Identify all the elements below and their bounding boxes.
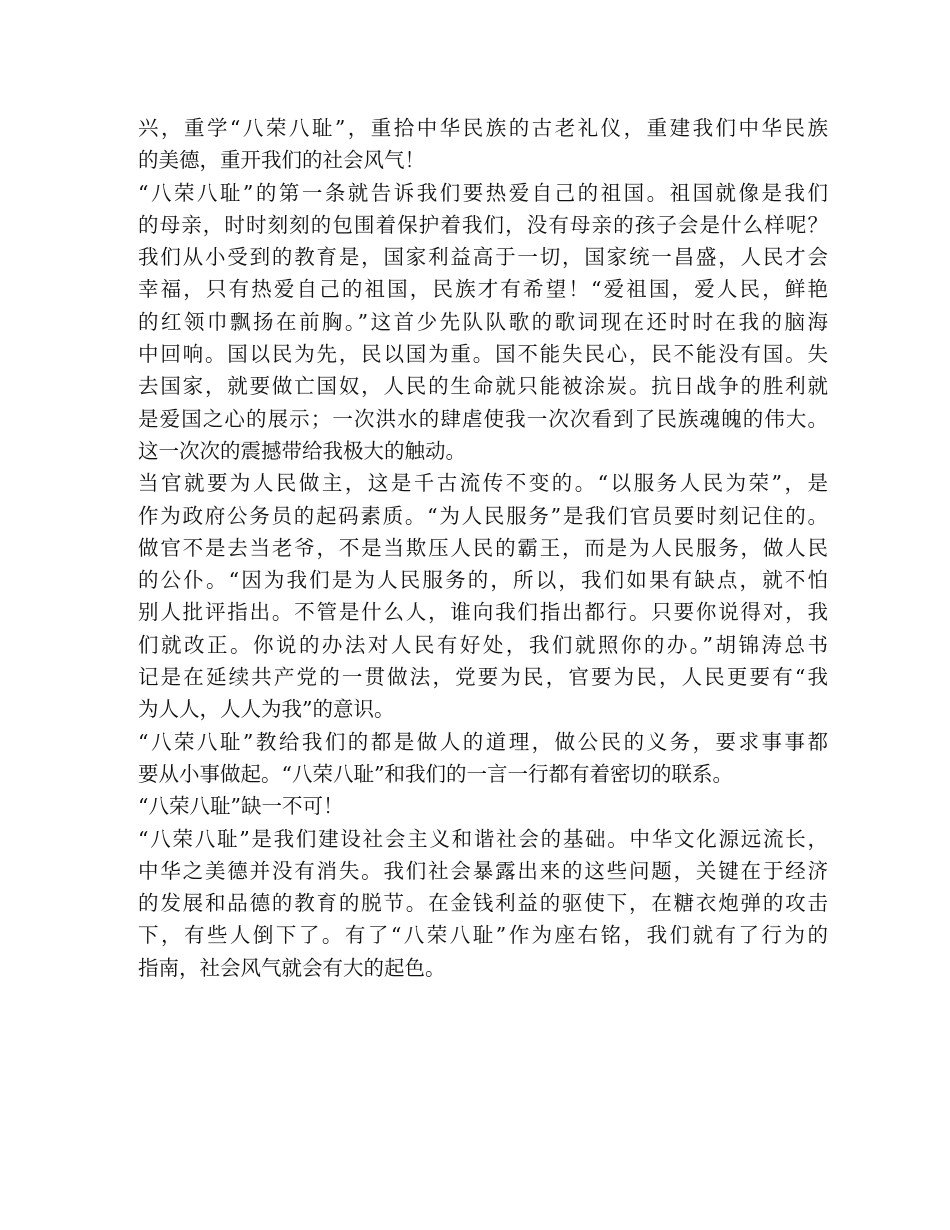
text-line: 当官就要为人民做主，这是千古流传不变的。“以服务人民为荣”，是 (138, 471, 828, 496)
text-line: 的公仆。“因为我们是为人民服务的，所以，我们如果有缺点，就不怕 (138, 568, 828, 593)
text-line: 幸福，只有热爱自己的祖国，民族才有希望！“爱祖国，爱人民，鲜艳 (138, 277, 828, 302)
text-line: 做官不是去当老爷，不是当欺压人民的霸王，而是为人民服务，做人民 (138, 535, 828, 560)
text-line: 的红领巾飘扬在前胸。”这首少先队队歌的歌词现在还时时在我的脑海 (138, 309, 828, 334)
text-line: 是爱国之心的展示；一次洪水的肆虐使我一次次看到了民族魂魄的伟大。 (138, 406, 828, 431)
document-body (138, 112, 828, 984)
text-line: 我们从小受到的教育是，国家利益高于一切，国家统一昌盛，人民才会 (138, 245, 828, 270)
text-line: “八荣八耻”的第一条就告诉我们要热爱自己的祖国。祖国就像是我们 (138, 180, 828, 205)
text-line: 的母亲，时时刻刻的包围着保护着我们，没有母亲的孩子会是什么样呢？ (138, 212, 828, 237)
text-line: 中回响。国以民为先，民以国为重。国不能失民心，民不能没有国。失 (138, 342, 828, 367)
text-line: 这一次次的震撼带给我极大的触动。 (138, 438, 466, 463)
text-line: “八荣八耻”是我们建设社会主义和谐社会的基础。中华文化源远流长， (138, 826, 828, 851)
text-line: 去国家，就要做亡国奴，人民的生命就只能被涂炭。抗日战争的胜利就 (138, 374, 828, 399)
text-line: 兴，重学“八荣八耻”，重拾中华民族的古老礼仪，重建我们中华民族 (138, 116, 828, 140)
text-line: 作为政府公务员的起码素质。“为人民服务”是我们官员要时刻记住的。 (138, 503, 828, 528)
text-line: 记是在延续共产党的一贯做法，党要为民，官要为民，人民更要有“我 (138, 665, 828, 690)
text-line: 别人批评指出。不管是什么人，谁向我们指出都行。只要你说得对，我 (138, 600, 828, 625)
text-line: 要从小事做起。“八荣八耻”和我们的一言一行都有着密切的联系。 (138, 761, 733, 786)
text-line: “八荣八耻”教给我们的都是做人的道理，做公民的义务，要求事事都 (138, 729, 828, 754)
text-line: 下，有些人倒下了。有了“八荣八耻”作为座右铭，我们就有了行为的 (138, 923, 828, 948)
text-line: “八荣八耻”缺一不可！ (138, 794, 344, 819)
text-line: 指南，社会风气就会有大的起色。 (138, 955, 446, 980)
text-line: 们就改正。你说的办法对人民有好处，我们就照你的办。”胡锦涛总书 (138, 632, 828, 657)
text-line: 为人人，人人为我”的意识。 (138, 697, 395, 722)
text-line: 的发展和品德的教育的脱节。在金钱利益的驱使下，在糖衣炮弹的攻击 (138, 891, 828, 916)
text-line: 的美德，重开我们的社会风气！ (138, 148, 425, 173)
text-line: 中华之美德并没有消失。我们社会暴露出来的这些问题，关键在于经济 (138, 858, 828, 883)
